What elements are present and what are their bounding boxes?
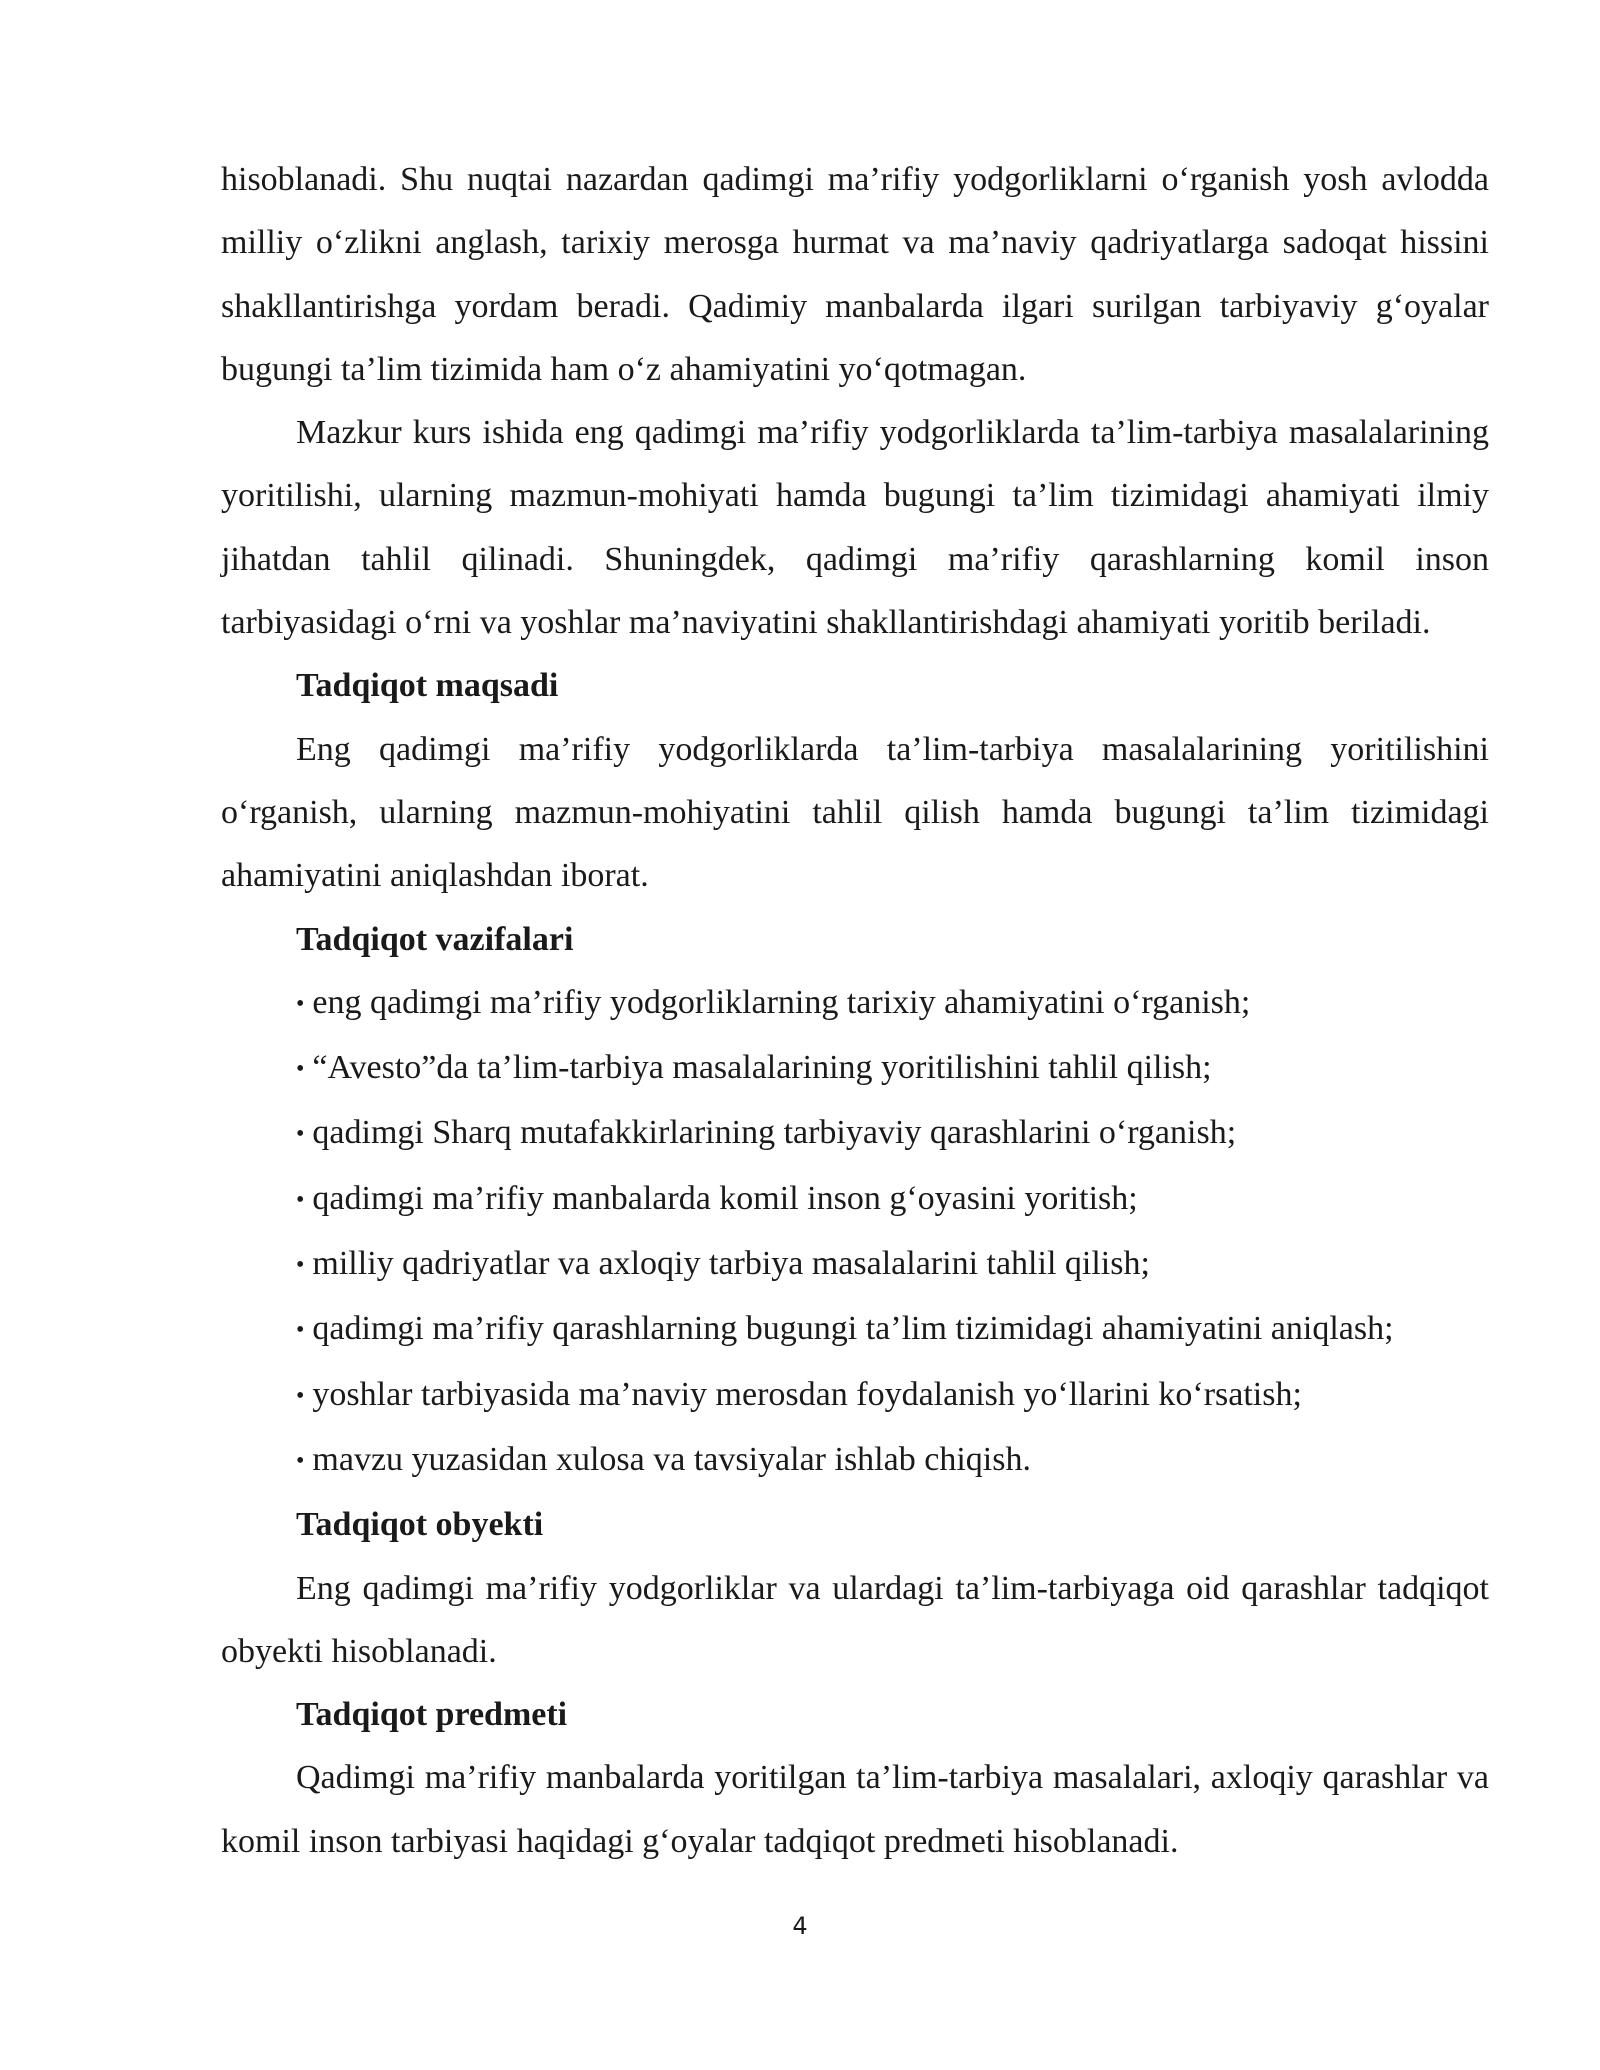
- list-item: [296, 1297, 1489, 1362]
- list-item: [296, 1101, 1489, 1166]
- bullet-icon: •: [296, 1252, 305, 1279]
- heading-research-tasks: Tadqiqot vazifalari: [296, 920, 574, 958]
- page-number: 4: [792, 1912, 808, 1940]
- list-item-text: mavzu yuzasidan xulosa va tavsiyalar ishlab chiqish.: [312, 1440, 1031, 1478]
- paragraph-course-work-intro: Mazkur kurs ishida eng qadimgi ma’rifiy yodgorliklarda ta’lim-tarbiya masalalarining yoritilishi, ularning mazmun-mohiyati hamda bugungi ta’lim tizimidagi ahamiyati ilmiy jihatdan tahlil qilinadi. Shuningdek, qadimgi ma’rifiy qarashlarning komil inson tarbiyasidagi o‘rni va yoshlar ma’naviyatini shakllantirishdagi ahamiyati yoritib beriladi.: [221, 414, 1489, 642]
- list-item-text: “Avesto”da ta’lim-tarbiya masalalarining yoritilishini tahlil qilish;: [312, 1049, 1212, 1087]
- list-item: [296, 971, 1489, 1036]
- bullet-icon: •: [296, 1121, 305, 1148]
- list-item-text: qadimgi Sharq mutafakkirlarining tarbiyaviy qarashlarini o‘rganish;: [312, 1114, 1237, 1152]
- research-tasks-list: [221, 971, 1489, 1493]
- paragraph-continuation: hisoblanadi. Shu nuqtai nazardan qadimgi ma’rifiy yodgorliklarni o‘rganish yosh avlodda milliy o‘zlikni anglash, tarixiy merosga hurmat va ma’naviy qadriyatlarga sadoqat hissini shakllantirishga yordam beradi. Qadimiy manbalarda ilgari surilgan tarbiyaviy g‘oyalar bugungi ta’lim tizimida ham o‘z ahamiyatini yo‘qotmagan.: [221, 161, 1489, 388]
- heading-research-goal: Tadqiqot maqsadi: [296, 667, 559, 705]
- bullet-icon: •: [296, 1447, 305, 1474]
- list-item: [296, 1232, 1489, 1297]
- bullet-icon: •: [296, 1186, 305, 1213]
- bullet-icon: •: [296, 1382, 305, 1409]
- heading-research-object: Tadqiqot obyekti: [296, 1506, 544, 1544]
- list-item-text: qadimgi ma’rifiy manbalarda komil inson g‘oyasini yoritish;: [312, 1179, 1138, 1217]
- paragraph-research-object: Eng qadimgi ma’rifiy yodgorliklar va ulardagi ta’lim-tarbiyaga oid qarashlar tadqiqot obyekti hisoblanadi.: [221, 1569, 1489, 1670]
- list-item-text: milliy qadriyatlar va axloqiy tarbiya masalalarini tahlil qilish;: [312, 1245, 1150, 1283]
- list-item-text: eng qadimgi ma’rifiy yodgorliklarning tarixiy ahamiyatini o‘rganish;: [312, 983, 1251, 1021]
- list-item: [296, 1036, 1489, 1101]
- list-item-text: qadimgi ma’rifiy qarashlarning bugungi ta’lim tizimidagi ahamiyatini aniqlash;: [312, 1310, 1394, 1348]
- bullet-icon: •: [296, 1317, 305, 1344]
- page-body: [221, 148, 1489, 1873]
- bullet-icon: •: [296, 990, 305, 1017]
- heading-research-subject: Tadqiqot predmeti: [296, 1696, 568, 1734]
- paragraph-research-subject: Qadimgi ma’rifiy manbalarda yoritilgan ta’lim-tarbiya masalalari, axloqiy qarashlar va komil inson tarbiyasi haqidagi g‘oyalar tadqiqot predmeti hisoblanadi.: [221, 1759, 1489, 1860]
- bullet-icon: •: [296, 1056, 305, 1083]
- list-item: [296, 1167, 1489, 1232]
- list-item: [296, 1428, 1489, 1493]
- paragraph-research-goal: Eng qadimgi ma’rifiy yodgorliklarda ta’lim-tarbiya masalalarining yoritilishini o‘rganish, ularning mazmun-mohiyatini tahlil qilish hamda bugungi ta’lim tizimidagi ahamiyatini aniqlashdan iborat.: [221, 730, 1489, 895]
- list-item-text: yoshlar tarbiyasida ma’naviy merosdan foydalanish yo‘llarini ko‘rsatish;: [312, 1375, 1302, 1413]
- list-item: [296, 1363, 1489, 1428]
